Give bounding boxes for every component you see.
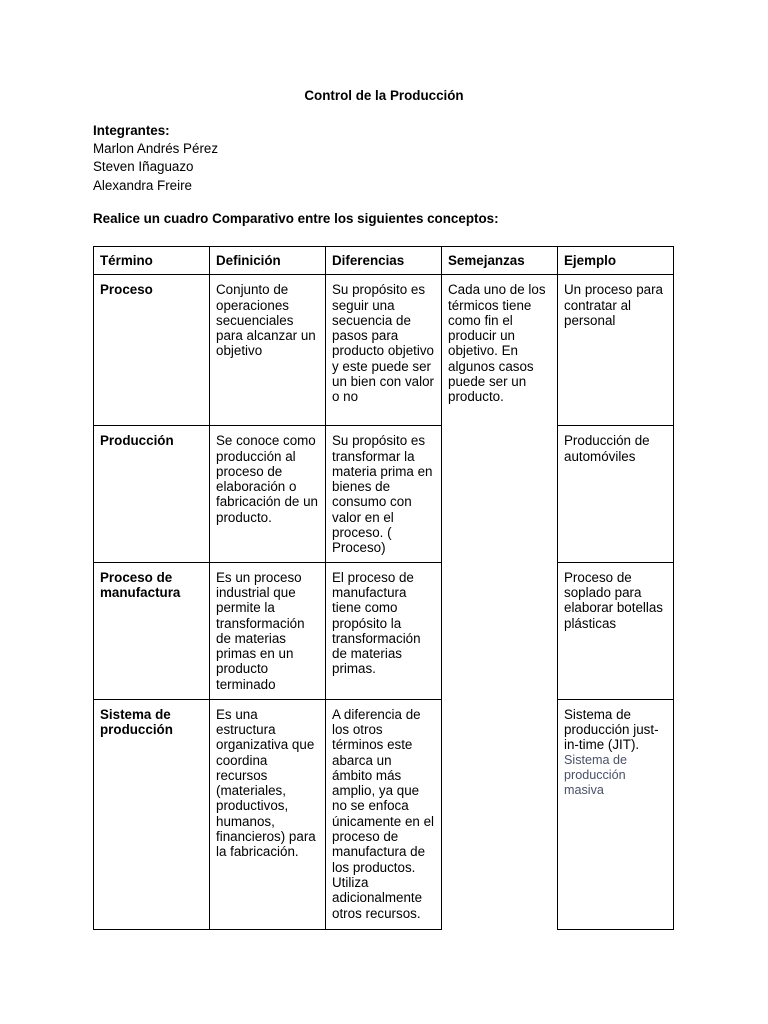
example-extra-text: Sistema de producción masiva <box>564 752 627 798</box>
cell-example <box>558 699 674 929</box>
members-block <box>93 122 218 195</box>
cell-definition: Es un proceso industrial que permite la transformación de materias primas en un producto terminado <box>210 562 326 699</box>
cell-term: Proceso de manufactura <box>94 562 210 699</box>
page-title: Control de la Producción <box>304 88 464 103</box>
member-name: Steven Iñaguazo <box>93 159 194 175</box>
cell-term: Producción <box>94 426 210 562</box>
cell-similarities: Cada uno de los térmicos tiene como fin el producir un objetivo. En algunos casos puede ser un producto. <box>442 275 558 929</box>
table-row <box>94 699 674 929</box>
cell-definition: Se conoce como producción al proceso de elaboración o fabricación de un producto. <box>210 426 326 562</box>
table-header-row <box>94 247 674 275</box>
header-diferencias: Diferencias <box>326 247 442 275</box>
table-row <box>94 426 674 562</box>
header-ejemplo: Ejemplo <box>558 247 674 275</box>
cell-example: Producción de automóviles <box>558 426 674 562</box>
cell-definition: Es una estructura organizativa que coordina recursos (materiales, productivos, humanos, financieros) para la fabricación. <box>210 699 326 929</box>
cell-term: Sistema de producción <box>94 699 210 929</box>
cell-difference: El proceso de manufactura tiene como propósito la transformación de materias primas. <box>326 562 442 699</box>
cell-difference: Su propósito es seguir una secuencia de pasos para producto objetivo y este puede ser un bien con valor o no <box>326 275 442 426</box>
cell-definition: Conjunto de operaciones secuenciales para alcanzar un objetivo <box>210 275 326 426</box>
member-name: Marlon Andrés Pérez <box>93 141 219 157</box>
cell-term: Proceso <box>94 275 210 426</box>
header-definicion: Definición <box>210 247 326 275</box>
cell-example: Proceso de soplado para elaborar botellas plásticas <box>558 562 674 699</box>
header-termino: Término <box>94 247 210 275</box>
cell-difference: A diferencia de los otros términos este abarca un ámbito más amplio, ya que no se enfoca únicamente en el proceso de manufactura de los productos. Utiliza adicionalmente otros recursos. <box>326 699 442 929</box>
table-row <box>94 275 674 426</box>
table-row <box>94 562 674 699</box>
example-text: Sistema de producción just-in-time (JIT). <box>564 706 659 753</box>
cell-difference: Su propósito es transformar la materia prima en bienes de consumo con valor en el proceso. ( Proceso) <box>326 426 442 562</box>
cell-example: Un proceso para contratar al personal <box>558 275 674 426</box>
header-semejanzas: Semejanzas <box>442 247 558 275</box>
member-name: Alexandra Freire <box>93 177 192 193</box>
comparison-table <box>93 246 674 930</box>
instruction-text: Realice un cuadro Comparativo entre los siguientes conceptos: <box>93 211 499 226</box>
members-label: Integrantes: <box>93 123 170 138</box>
